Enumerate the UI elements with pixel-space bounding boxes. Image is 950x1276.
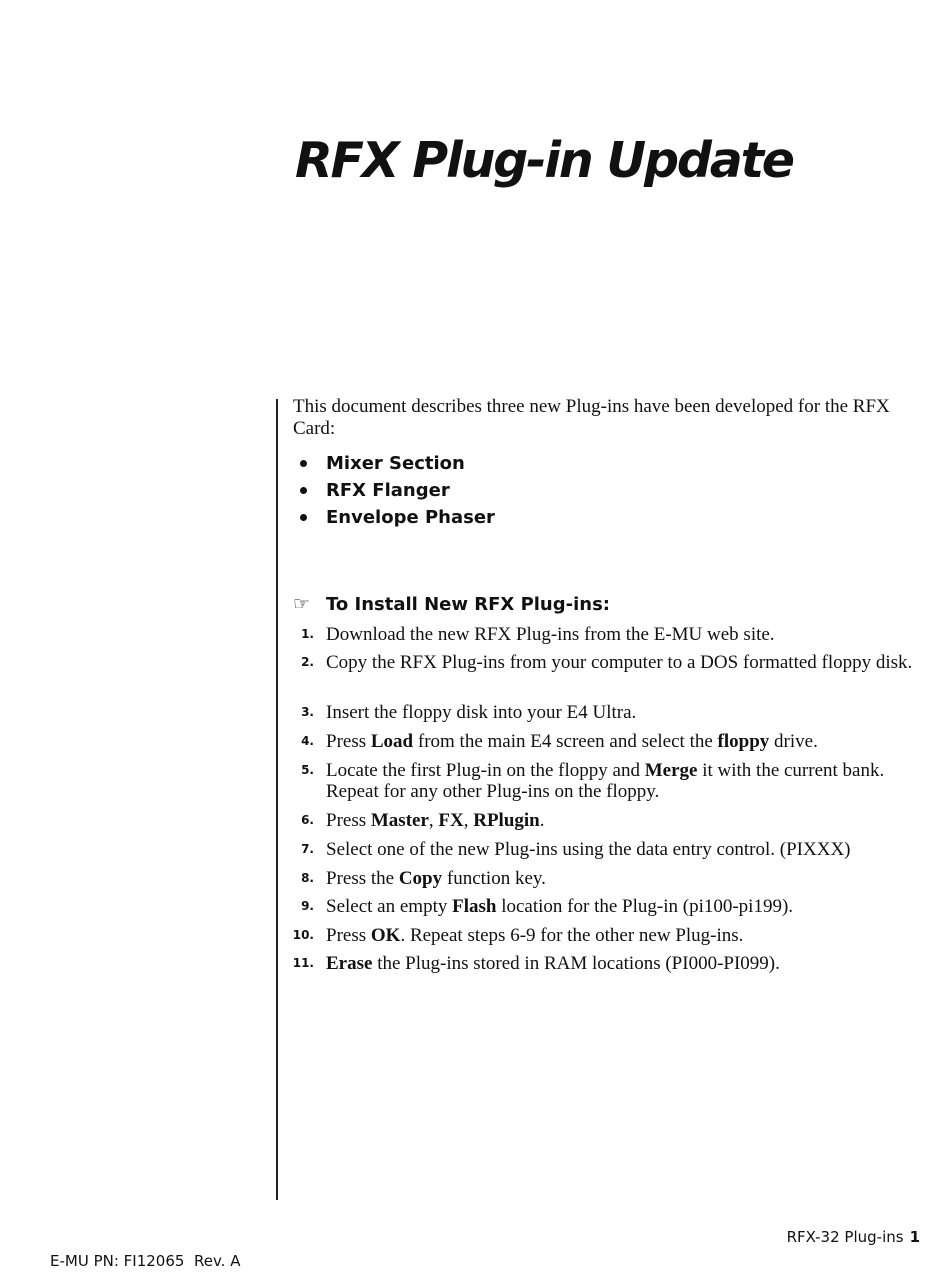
step-text <box>326 953 922 974</box>
step-text <box>326 925 922 946</box>
plugin-name: Envelope Phaser <box>326 507 495 528</box>
step-number: 4. <box>301 734 314 748</box>
step-keyword: Erase <box>326 953 373 974</box>
step-text <box>326 839 922 860</box>
step-text <box>326 731 922 752</box>
step-number: 7. <box>301 842 314 856</box>
step-text <box>326 896 922 917</box>
part-number: E-MU PN: FI12065 Rev. A <box>50 1252 241 1270</box>
intro-paragraph: This document describes three new Plug-ins have been developed for the RFX Card: <box>293 396 890 439</box>
step-number: 9. <box>301 899 314 913</box>
step-text-part: Download the new RFX Plug-ins from the E-MU web site. <box>326 624 775 645</box>
step-text-part: . <box>539 810 545 831</box>
step-text-part: Insert the floppy disk into your E4 Ultra. <box>326 702 637 723</box>
step-number: 2. <box>301 655 314 669</box>
step-text-part: from the main E4 screen and select the <box>413 731 718 752</box>
step-text-part: Press <box>326 731 371 752</box>
step-keyword: Merge <box>644 760 698 781</box>
step-text-part: Select one of the new Plug-ins using the data entry control. (PIXXX) <box>326 839 851 860</box>
step-number: 8. <box>301 871 314 885</box>
step-text-part: , <box>428 810 439 831</box>
step-keyword: floppy <box>717 731 770 752</box>
plugin-list <box>300 450 495 531</box>
step-text <box>326 652 922 673</box>
step-text-part: the Plug-ins stored in RAM locations (PI000-PI099). <box>372 953 780 974</box>
step-text-part: Select an empty <box>326 896 453 917</box>
step-text-part: Locate the first Plug-in on the floppy and <box>326 760 645 781</box>
step-keyword: OK <box>370 925 401 946</box>
step-number: 1. <box>301 627 314 641</box>
step-text-part: it with the current bank. Repeat for any other Plug-ins on the floppy. <box>326 760 885 802</box>
step-text-part: Press <box>326 810 371 831</box>
step-text-part: drive. <box>769 731 818 752</box>
step-text-part: function key. <box>442 868 546 889</box>
step-text-part: Press <box>326 925 371 946</box>
step-number: 6. <box>301 813 314 827</box>
page-title: RFX Plug-in Update <box>295 132 793 189</box>
step-text <box>326 868 922 889</box>
step-text <box>326 810 922 831</box>
page-number: 1 <box>909 1228 920 1246</box>
step-text <box>326 624 922 645</box>
step-keyword: RPlugin <box>473 810 540 831</box>
install-heading-text: To Install New RFX Plug-ins: <box>326 593 611 615</box>
step-keyword: Copy <box>398 868 443 889</box>
pointing-hand-icon: ☞ <box>293 593 311 615</box>
margin-rule <box>276 399 278 1200</box>
list-item <box>300 450 495 477</box>
step-number: 11. <box>292 956 314 970</box>
step-keyword: FX <box>438 810 464 831</box>
step-text <box>326 702 922 723</box>
bullet-icon <box>300 487 307 494</box>
step-keyword: Master <box>370 810 429 831</box>
bullet-icon <box>300 460 307 467</box>
step-keyword: Flash <box>452 896 497 917</box>
step-text-part: . Repeat steps 6-9 for the other new Plug-ins. <box>400 925 744 946</box>
step-keyword: Load <box>370 731 414 752</box>
step-number: 3. <box>301 705 314 719</box>
page-footer <box>787 1228 920 1246</box>
plugin-name: Mixer Section <box>326 453 465 474</box>
step-number: 5. <box>301 763 314 777</box>
footer-section: RFX-32 Plug-ins <box>786 1228 904 1246</box>
step-text-part: location for the Plug-in (pi100-pi199). <box>496 896 794 917</box>
bullet-icon <box>300 514 307 521</box>
plugin-name: RFX Flanger <box>326 480 450 501</box>
step-text-part: Copy the RFX Plug-ins from your computer to a DOS formatted floppy disk. <box>326 652 913 673</box>
step-text-part: Press the <box>326 868 399 889</box>
install-heading <box>293 593 610 615</box>
list-item <box>300 504 495 531</box>
step-text <box>326 760 922 802</box>
list-item <box>300 477 495 504</box>
step-text-part: , <box>463 810 474 831</box>
step-number: 10. <box>292 928 314 942</box>
